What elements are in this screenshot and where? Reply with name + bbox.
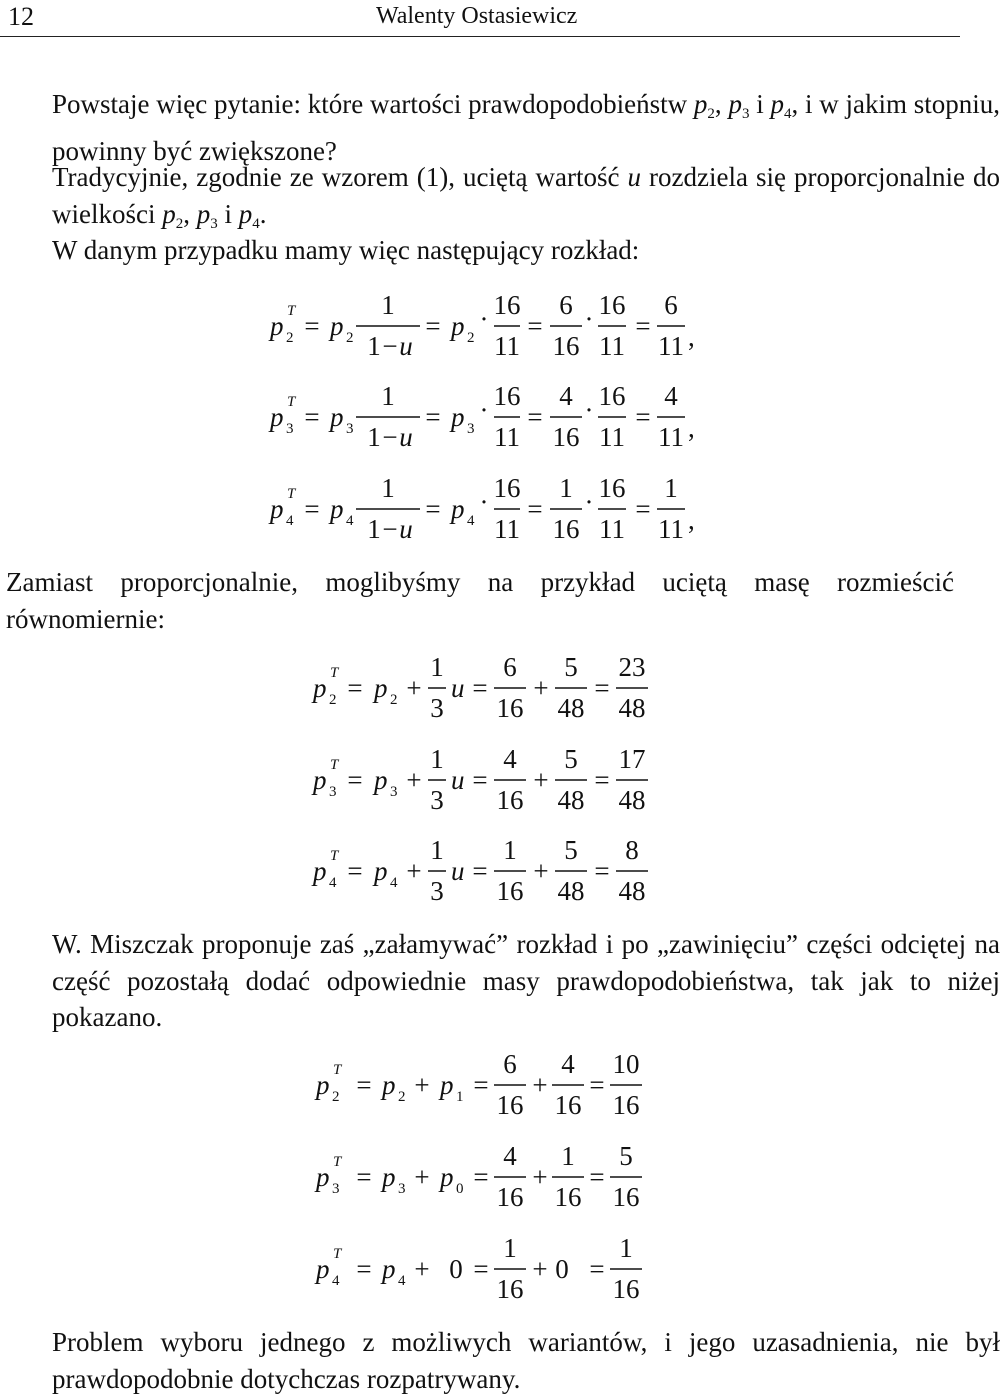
- fraction-denominator: 16: [554, 1182, 582, 1212]
- variable-p: p: [313, 765, 327, 795]
- fraction-denominator: 16: [612, 1090, 640, 1120]
- fraction-denominator: 16: [612, 1182, 640, 1212]
- paragraph-question: Powstaje więc pytanie: które wartości prawdopodobieństw $p_2$, $p_3$ i $p_4$, i w jakim stopniu, powinny być zwiększone?: [52, 89, 1000, 166]
- superscript-T: T: [287, 486, 296, 502]
- variable-p: p: [270, 311, 284, 341]
- operator: =: [304, 311, 320, 341]
- fraction-numerator: 1: [430, 652, 444, 682]
- operator: =: [356, 1070, 372, 1100]
- operator: =: [425, 311, 441, 341]
- zero: 0: [555, 1254, 569, 1284]
- subscript: 3: [390, 784, 398, 800]
- superscript-T: T: [333, 1154, 342, 1170]
- fraction-numerator: 16: [493, 473, 521, 503]
- dot-operator: ·: [584, 487, 594, 517]
- dot-operator: ·: [584, 304, 594, 334]
- fraction-numerator: 5: [619, 1141, 633, 1171]
- fraction-numerator: 4: [664, 381, 678, 411]
- fraction-numerator: 6: [503, 1049, 517, 1079]
- fraction-numerator: 1: [381, 473, 395, 503]
- operator: =: [356, 1162, 372, 1192]
- fraction-numerator: 4: [503, 744, 517, 774]
- superscript-T: T: [333, 1246, 342, 1262]
- variable-p: p: [440, 1162, 454, 1192]
- fraction-numerator: 6: [503, 652, 517, 682]
- fraction-numerator: 16: [493, 381, 521, 411]
- fraction-numerator: 6: [664, 290, 678, 320]
- operator: +: [406, 765, 422, 795]
- subscript: 3: [398, 1181, 406, 1197]
- fraction-denominator: u: [399, 331, 413, 361]
- fraction-denominator: 16: [496, 785, 524, 815]
- operator: =: [527, 494, 543, 524]
- fraction-denominator: 48: [557, 876, 585, 906]
- variable-p: p: [313, 856, 327, 886]
- operator: =: [594, 765, 610, 795]
- operator: =: [473, 1162, 489, 1192]
- fraction-numerator: 1: [664, 473, 678, 503]
- fraction-denominator: 11: [494, 422, 520, 452]
- fraction-denominator: 1: [367, 422, 381, 452]
- fraction-denominator: 3: [430, 693, 444, 723]
- variable-u: u: [451, 673, 465, 703]
- fraction-denominator: 48: [557, 785, 585, 815]
- fraction-denominator: 16: [554, 1090, 582, 1120]
- fraction-numerator: 16: [598, 473, 626, 503]
- fraction-numerator: 4: [561, 1049, 575, 1079]
- operator: =: [304, 402, 320, 432]
- fraction-denominator: 11: [599, 331, 625, 361]
- minus-sign: −: [382, 331, 398, 361]
- operator: =: [527, 402, 543, 432]
- fraction-denominator: 11: [658, 422, 684, 452]
- variable-p: p: [316, 1254, 330, 1284]
- subscript: 2: [390, 692, 398, 708]
- comma: ,: [688, 413, 695, 443]
- uniform-equations: [311, 652, 648, 906]
- fraction-numerator: 4: [559, 381, 573, 411]
- variable-p: p: [330, 494, 344, 524]
- fraction-denominator: 48: [618, 693, 646, 723]
- running-title: Walenty Ostasiewicz: [376, 3, 578, 29]
- fraction-numerator: 16: [598, 381, 626, 411]
- comma: ,: [688, 322, 695, 352]
- minus-sign: −: [382, 422, 398, 452]
- operator: +: [532, 1070, 548, 1100]
- fraction-denominator: 16: [496, 876, 524, 906]
- variable-p: p: [451, 402, 465, 432]
- variable-p: p: [440, 1070, 454, 1100]
- fraction-denominator: u: [399, 422, 413, 452]
- variable-p: p: [451, 494, 465, 524]
- variable-p: p: [382, 1254, 396, 1284]
- variable-p: p: [374, 856, 388, 886]
- fraction-denominator: 16: [552, 422, 580, 452]
- operator: =: [472, 765, 488, 795]
- variable-p: p: [270, 402, 284, 432]
- fraction-numerator: 1: [430, 744, 444, 774]
- fraction-numerator: 1: [503, 1233, 517, 1263]
- comma: ,: [688, 505, 695, 535]
- variable-p: p: [374, 765, 388, 795]
- fraction-numerator: 1: [381, 381, 395, 411]
- subscript: 2: [286, 330, 294, 346]
- subscript: 3: [467, 421, 475, 437]
- operator: =: [347, 673, 363, 703]
- variable-p: p: [330, 402, 344, 432]
- subscript: 3: [332, 1181, 340, 1197]
- operator: =: [635, 402, 651, 432]
- operator: +: [533, 765, 549, 795]
- operator: +: [533, 856, 549, 886]
- fraction-numerator: 1: [559, 473, 573, 503]
- superscript-T: T: [330, 848, 339, 864]
- subscript: 3: [329, 784, 337, 800]
- operator: +: [532, 1162, 548, 1192]
- fraction-numerator: 17: [618, 744, 646, 774]
- fraction-numerator: 1: [619, 1233, 633, 1263]
- fraction-numerator: 23: [618, 652, 646, 682]
- subscript: 2: [398, 1089, 406, 1105]
- subscript: 4: [329, 875, 337, 891]
- fraction-denominator: 16: [552, 514, 580, 544]
- fraction-numerator: 5: [564, 652, 578, 682]
- fraction-denominator: 1: [367, 331, 381, 361]
- fraction-denominator: 16: [612, 1274, 640, 1304]
- fraction-denominator: 11: [494, 331, 520, 361]
- fraction-denominator: 48: [557, 693, 585, 723]
- subscript: 1: [456, 1089, 464, 1105]
- fraction-denominator: 16: [496, 1274, 524, 1304]
- fraction-numerator: 1: [561, 1141, 575, 1171]
- paragraph-miszczak: W. Miszczak proponuje zaś „załamywać” rozkład i po „zawinięciu” części odciętej na część pozostałą dodać odpowiednie masy prawdopodobieństwa, tak jak to niżej pokazano.: [52, 929, 1000, 1032]
- subscript: 2: [332, 1089, 340, 1105]
- variable-p: p: [330, 311, 344, 341]
- operator: =: [473, 1254, 489, 1284]
- operator: =: [425, 402, 441, 432]
- operator: =: [527, 311, 543, 341]
- operator: =: [473, 1070, 489, 1100]
- operator: =: [347, 856, 363, 886]
- superscript-T: T: [330, 757, 339, 773]
- dot-operator: ·: [479, 395, 489, 425]
- operator: =: [589, 1162, 605, 1192]
- dot-operator: ·: [479, 487, 489, 517]
- fraction-denominator: 48: [618, 876, 646, 906]
- minus-sign: −: [382, 514, 398, 544]
- variable-p: p: [270, 494, 284, 524]
- fraction-numerator: 16: [598, 290, 626, 320]
- fraction-numerator: 16: [493, 290, 521, 320]
- fraction-denominator: 11: [599, 422, 625, 452]
- subscript: 2: [346, 330, 354, 346]
- folded-equations: [314, 1049, 642, 1304]
- variable-u: u: [451, 856, 465, 886]
- superscript-T: T: [333, 1062, 342, 1078]
- operator: =: [594, 673, 610, 703]
- dot-operator: ·: [479, 304, 489, 334]
- fraction-denominator: 3: [430, 876, 444, 906]
- operator: =: [347, 765, 363, 795]
- fraction-numerator: 1: [503, 835, 517, 865]
- fraction-denominator: 1: [367, 514, 381, 544]
- fraction-numerator: 10: [612, 1049, 640, 1079]
- subscript: 4: [286, 513, 294, 529]
- fraction-numerator: 1: [430, 835, 444, 865]
- variable-p: p: [382, 1162, 396, 1192]
- operator: =: [472, 856, 488, 886]
- operator: =: [635, 311, 651, 341]
- subscript: 3: [286, 421, 294, 437]
- variable-p: p: [382, 1070, 396, 1100]
- fraction-numerator: 6: [559, 290, 573, 320]
- variable-p: p: [451, 311, 465, 341]
- operator: =: [594, 856, 610, 886]
- operator: +: [532, 1254, 548, 1284]
- fraction-denominator: 11: [658, 331, 684, 361]
- fraction-numerator: 5: [564, 744, 578, 774]
- operator: +: [414, 1254, 430, 1284]
- fraction-denominator: 3: [430, 785, 444, 815]
- fraction-numerator: 5: [564, 835, 578, 865]
- subscript: 4: [346, 513, 354, 529]
- variable-u: u: [451, 765, 465, 795]
- fraction-denominator: 11: [494, 514, 520, 544]
- subscript: 0: [456, 1181, 464, 1197]
- fraction-denominator: 16: [496, 693, 524, 723]
- fraction-denominator: 16: [552, 331, 580, 361]
- variable-p: p: [316, 1162, 330, 1192]
- operator: +: [533, 673, 549, 703]
- paragraph-instead: Zamiast proporcjonalnie, moglibyśmy na przykład uciętą masę rozmieścić równomiernie:: [6, 567, 954, 634]
- subscript: 4: [390, 875, 398, 891]
- fraction-denominator: u: [399, 514, 413, 544]
- dot-operator: ·: [584, 395, 594, 425]
- proportional-equations: [268, 290, 695, 544]
- paragraph-in-this-case: W danym przypadku mamy więc następujący rozkład:: [52, 235, 640, 265]
- operator: +: [414, 1070, 430, 1100]
- operator: +: [406, 673, 422, 703]
- superscript-T: T: [287, 303, 296, 319]
- operator: =: [589, 1070, 605, 1100]
- operator: =: [589, 1254, 605, 1284]
- page-number: 12: [8, 2, 34, 31]
- operator: +: [406, 856, 422, 886]
- subscript: 3: [346, 421, 354, 437]
- subscript: 4: [398, 1273, 406, 1289]
- operator: =: [356, 1254, 372, 1284]
- operator: =: [425, 494, 441, 524]
- zero: 0: [449, 1254, 463, 1284]
- fraction-denominator: 11: [599, 514, 625, 544]
- paragraph-problem: Problem wyboru jednego z możliwych wariantów, i jego uzasadnienia, nie był prawdopodobnie dotychczas rozpatrywany.: [52, 1327, 1000, 1394]
- subscript: 2: [467, 330, 475, 346]
- fraction-numerator: 1: [381, 290, 395, 320]
- fraction-numerator: 8: [625, 835, 639, 865]
- fraction-denominator: 48: [618, 785, 646, 815]
- subscript: 4: [467, 513, 475, 529]
- subscript: 2: [329, 692, 337, 708]
- operator: +: [414, 1162, 430, 1192]
- operator: =: [635, 494, 651, 524]
- fraction-denominator: 16: [496, 1182, 524, 1212]
- paragraph-traditional: Tradycyjnie, zgodnie ze wzorem (1), uciętą wartość u rozdziela się proporcjonalnie do wielkości $p_2$, $p_3$ i $p_4$.: [52, 162, 1000, 232]
- superscript-T: T: [287, 394, 296, 410]
- variable-p: p: [374, 673, 388, 703]
- fraction-denominator: 16: [496, 1090, 524, 1120]
- operator: =: [304, 494, 320, 524]
- variable-p: p: [316, 1070, 330, 1100]
- operator: =: [472, 673, 488, 703]
- fraction-denominator: 11: [658, 514, 684, 544]
- superscript-T: T: [330, 665, 339, 681]
- subscript: 4: [332, 1273, 340, 1289]
- variable-p: p: [313, 673, 327, 703]
- fraction-numerator: 4: [503, 1141, 517, 1171]
